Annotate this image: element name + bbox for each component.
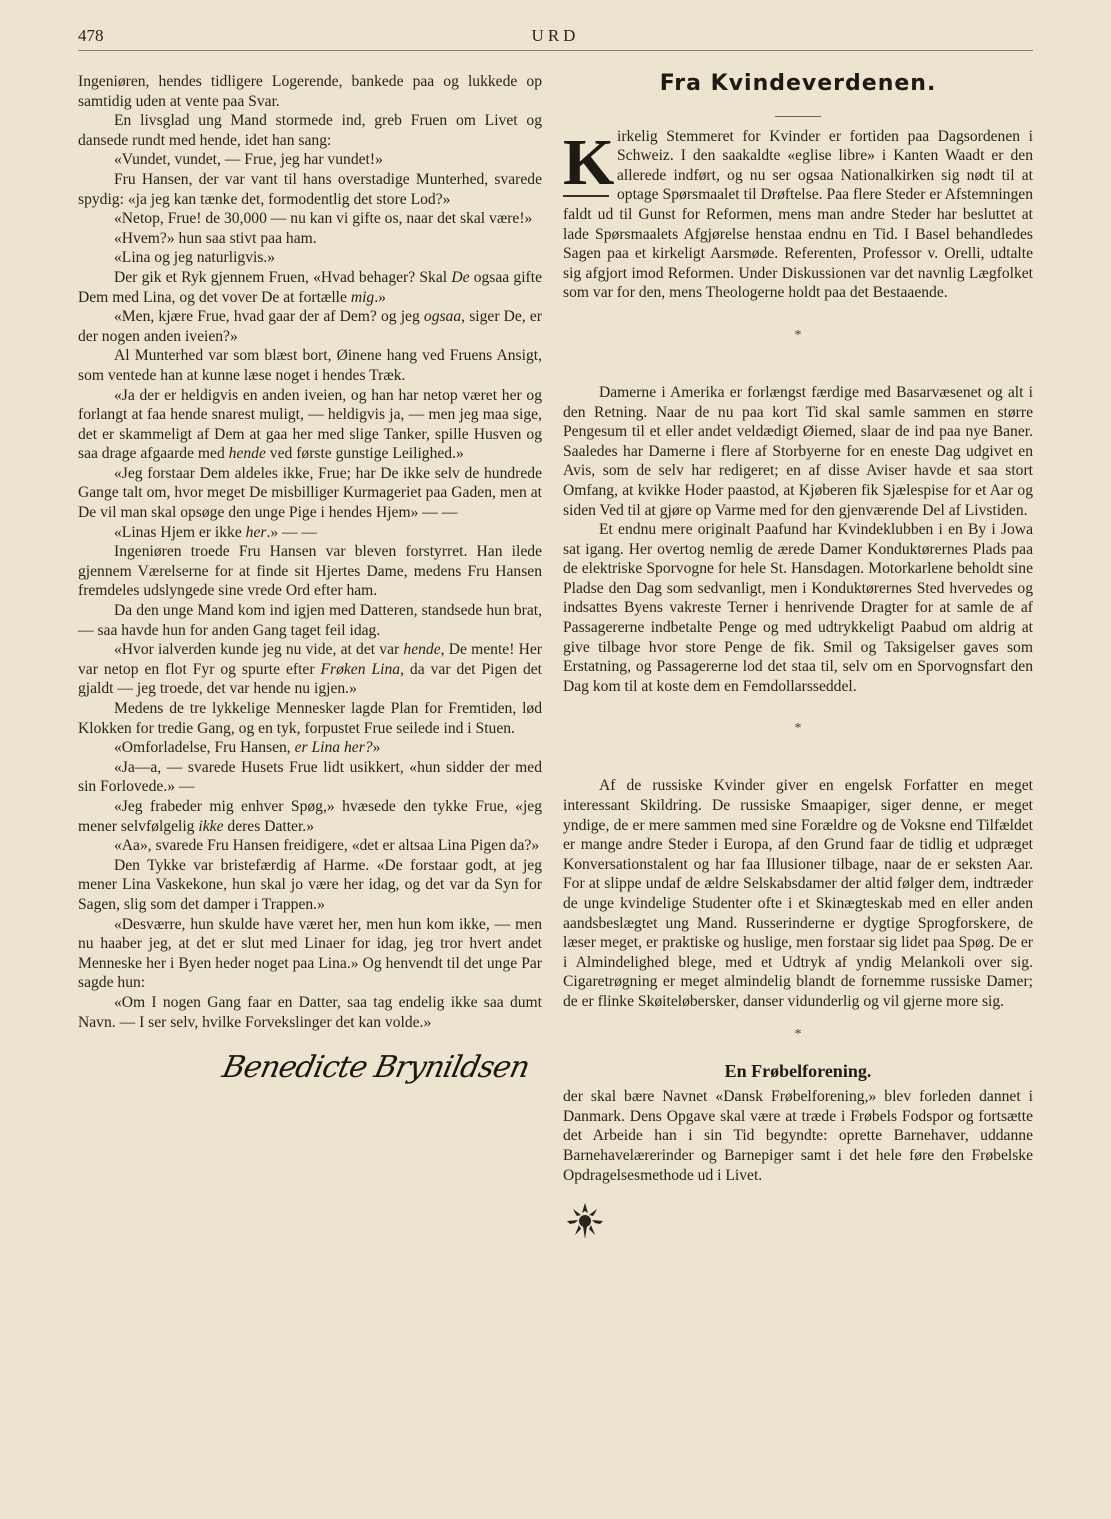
section-title: Fra Kvindeverdenen. — [659, 71, 937, 96]
right-column — [563, 72, 1033, 1249]
paragraph: «Omforladelse, Fru Hansen, er Lina her?» — [114, 739, 381, 757]
paragraph: Ingeniøren troede Fru Hansen var bleven forstyrret. Han ilede gjennem Værelserne for at finde sit Hjertes Dame, medens Fru Hansen fremdeles udslyngede sine vrede Ord efter ham. — [78, 543, 542, 600]
separator-asterisk: * — [794, 721, 802, 737]
separator-asterisk: * — [794, 327, 802, 343]
paragraph: Fru Hansen, der var vant til hans overstadige Munterhed, svarede spydig: «ja jeg kan tænke det, formodentlig det store Lod?» — [78, 170, 542, 208]
paragraph: K irkelig Stemmeret for Kvinder er fortiden paa Dagsordenen i Schweiz. I den saakaldte «eglise libre» i Kanten Waadt er den allerede indført, og nu ser ogsaa Nationalkirken sig nødt til at optage Spørsmaalet til Drøftelse. Paa flere Steder er Afstemningen faldt ud til Gunst for Reformen, mens man andre Steder har besluttet at lade Spørsmaalets Afgjørelse henstaa endnu en Tid. I Basel behandledes Sagen paa et kirkeligt Aarsmøde. Referenten, Professor v. Orelli, udtalte sig afgjort imod Reformen. Under Diskussionen var det navnlig Lægfolket som var for den, mens Theologerne holdt paa det Bestaaende. — [563, 125, 1033, 302]
paragraph: Ingeniøren, hendes tidligere Logerende, bankede paa og lukkede op samtidig uden at vente paa Svar. — [78, 73, 542, 110]
paragraph: «Vundet, vundet, — Frue, jeg har vundet!» — [114, 151, 383, 169]
paragraph: der skal bære Navnet «Dansk Frøbelforening,» blev forleden dannet i Danmark. Dens Opgave skal være at træde i Frøbels Fodspor og fortsætte det Arbeide han i sin Tid begyndte: oprette Barnehaver, uddanne Barnehavelærerinder og Barnepiger samt i det hele føre den Frøbelske Opdragelsesmethode ud i Livet. — [563, 1088, 1033, 1184]
paragraph: En livsglad ung Mand stormede ind, greb Fruen om Livet og dansede rundt med hende, idet han sang: — [78, 112, 542, 149]
running-head — [78, 24, 1033, 51]
paragraph: Da den unge Mand kom ind igjen med Datteren, standsede hun brat, — saa havde hun for anden Gang taget feil idag. — [78, 602, 542, 639]
paragraph: Af de russiske Kvinder giver en engelsk Forfatter en meget interessant Skildring. De russiske Smaapiger, siger denne, er meget yndige, de er mere sammen med sine Forældre og de Voksne end Tilfældet er mange andre Steder i Europa, af den Grund faar de tidlig et udpræget Konversationstalent og har faa Illusioner tilbage, naar de er seksten Aar. For at slippe undaf de ældre Selskabsdamer der altid følger dem, indtræder de unge kvindelige Studenter ofte i et Skinægteskab med en eller anden aandsbeslægtet ung Mand. Russerinderne er dygtige Sprogforskere, de læser meget, er praktiske og huslige, men forstaar sig lidet paa Spøg. De er i Almindelighed blege, med et Udtryk af yndig Melankoli over sig. Cigaretrøgning er meget almindelig blandt de fornemme russiske Damer; de er flinke Skøiteløbersker, danser vidunderlig og vil gjerne more sig. — [563, 777, 1033, 1010]
paragraph: «Lina og jeg naturligvis.» — [114, 249, 276, 267]
paragraph: «Men, kjære Frue, hvad gaar der af Dem? og jeg ogsaa, siger De, er der nogen anden iveien?» — [78, 308, 542, 345]
paragraph: «Linas Hjem er ikke her.» — — — [114, 523, 318, 541]
paragraph: «Hvor ialverden kunde jeg nu vide, at det var hende, De mente! Her var netop en flot Fyr og spurte efter Frøken Lina, da var det Pigen det gjaldt — jeg troede, det var hende nu igjen.» — [78, 641, 542, 698]
paragraph: Der gik et Ryk gjennem Fruen, «Hvad behager? Skal De ogsaa gifte Dem med Lina, og det vover De at fortælle mig.» — [78, 268, 542, 306]
paragraph: Damerne i Amerika er forlængst færdige med Basarvæsenet og alt i den Retning. Naar de nu paa kort Tid skal samle sammen en større Pengesum til et eller andet veldædigt Øiemed, slaar de ind paa nye Baner. Saaledes har Damerne i flere af Storbyerne for en eneste Dag udgivet en Avis, som de selv har redigeret; en af disse Aviser havde et saa stort Omfang, at kvikke Hoder paastod, at Kjøberen fik Sjælespise for et Aar og siden Ved til at gjøre op Varme med for den gjenværende Del af Livstiden. — [563, 383, 1033, 519]
paragraph: Al Munterhed var som blæst bort, Øinene hang ved Fruens Ansigt, som ventede han at kunne læse noget i hendes Træk. — [78, 347, 542, 384]
separator-asterisk: * — [794, 1026, 802, 1042]
paragraph: «Om I nogen Gang faar en Datter, saa tag endelig ikke saa dumt Navn. — I ser selv, hvilke Forvekslinger det kan volde.» — [78, 993, 542, 1031]
paragraph: «Jeg forstaar Dem aldeles ikke, Frue; har De ikke selv de hundrede Gange talt om, hvor meget De misbilliger Kurmageriet paa Gaden, men at De vil man skal opsøge den unge Pige i hendes Hjem» — — — [78, 464, 542, 522]
paragraph: «Netop, Frue! de 30,000 — nu kan vi gifte os, naar det skal være!» — [114, 210, 533, 228]
paragraph: «Hvem?» hun saa stivt paa ham. — [114, 229, 317, 247]
paragraph: «Desværre, hun skulde have været her, men hun kom ikke, — men nu haaber jeg, at det er slut med Linaer for idag, jeg tror hvert andet Menneske her i Byen heder noget paa Lina.» Og henvendt til det unge Par sagde hun: — [78, 915, 542, 992]
journal-title: URD — [531, 26, 580, 45]
paragraph: «Ja—a, — svarede Husets Frue lidt usikkert, «hun sidder der med sin Forlovede.» — — [78, 758, 542, 796]
paragraph: «Jeg frabeder mig enhver Spøg,» hvæsede den tykke Frue, «jeg mener selvfølgelig ikke deres Datter.» — [78, 797, 542, 835]
subsection-title: En Frøbelforening. — [724, 1060, 872, 1081]
drop-cap: K — [563, 125, 615, 199]
page-number: 478 — [78, 26, 104, 45]
left-column — [78, 72, 542, 1086]
paragraph: «Ja der er heldigvis en anden iveien, og han har netop været her og forlangt at faa hende snarest muligt, — heldigvis ja, — men jeg maa sige, det er skammeligt af Dem at gaa her med slige Tanker, spille Husven og saa drage afgaarde med hende ved første gunstige Leilighed.» — [78, 386, 542, 463]
paragraph: Den Tykke var bristefærdig af Harme. «De forstaar godt, at jeg mener Lina Vaskekone, hun skal jo være her idag, og det var da Syn for Sagen, slig som det damper i Trappen.» — [78, 856, 542, 913]
author-signature: Benedicte Brynildsen — [219, 1050, 533, 1086]
paragraph: «Aa», svarede Fru Hansen freidigere, «det er altsaa Lina Pigen da?» — [114, 837, 540, 855]
paragraph: Et endnu mere originalt Paafund har Kvindeklubben i en By i Jowa sat igang. Her overtog nemlig de ærede Damer Konduktørernes Plads paa de elektriske Sporvogne for hele St. Hansdagen. Motorkarlene beholdt sine Pladse den Dag som sedvanligt, men i Konduktørernes Sted hvervedes og indsattes Byens vakreste Terner i henrivende Dragter for at samle de af Passagererne indbetalte Penge og med udtrykkeligt Paabud om aldrig at give tilbage hvor store Penge de fik. Smil og Taksigelser gaves som Erstatning, og Passagererne lod det staa til, selv om en Sporvognsfart den Dag kom til at koste dem en Femdollarsseddel. — [563, 521, 1033, 695]
floral-ornament-icon — [563, 1199, 607, 1243]
paragraph: Medens de tre lykkelige Mennesker lagde Plan for Fremtiden, lød Klokken for tredie Gang, og en tyk, forpustet Frue seilede ind i Stuen. — [78, 700, 542, 737]
title-divider — [775, 116, 821, 117]
